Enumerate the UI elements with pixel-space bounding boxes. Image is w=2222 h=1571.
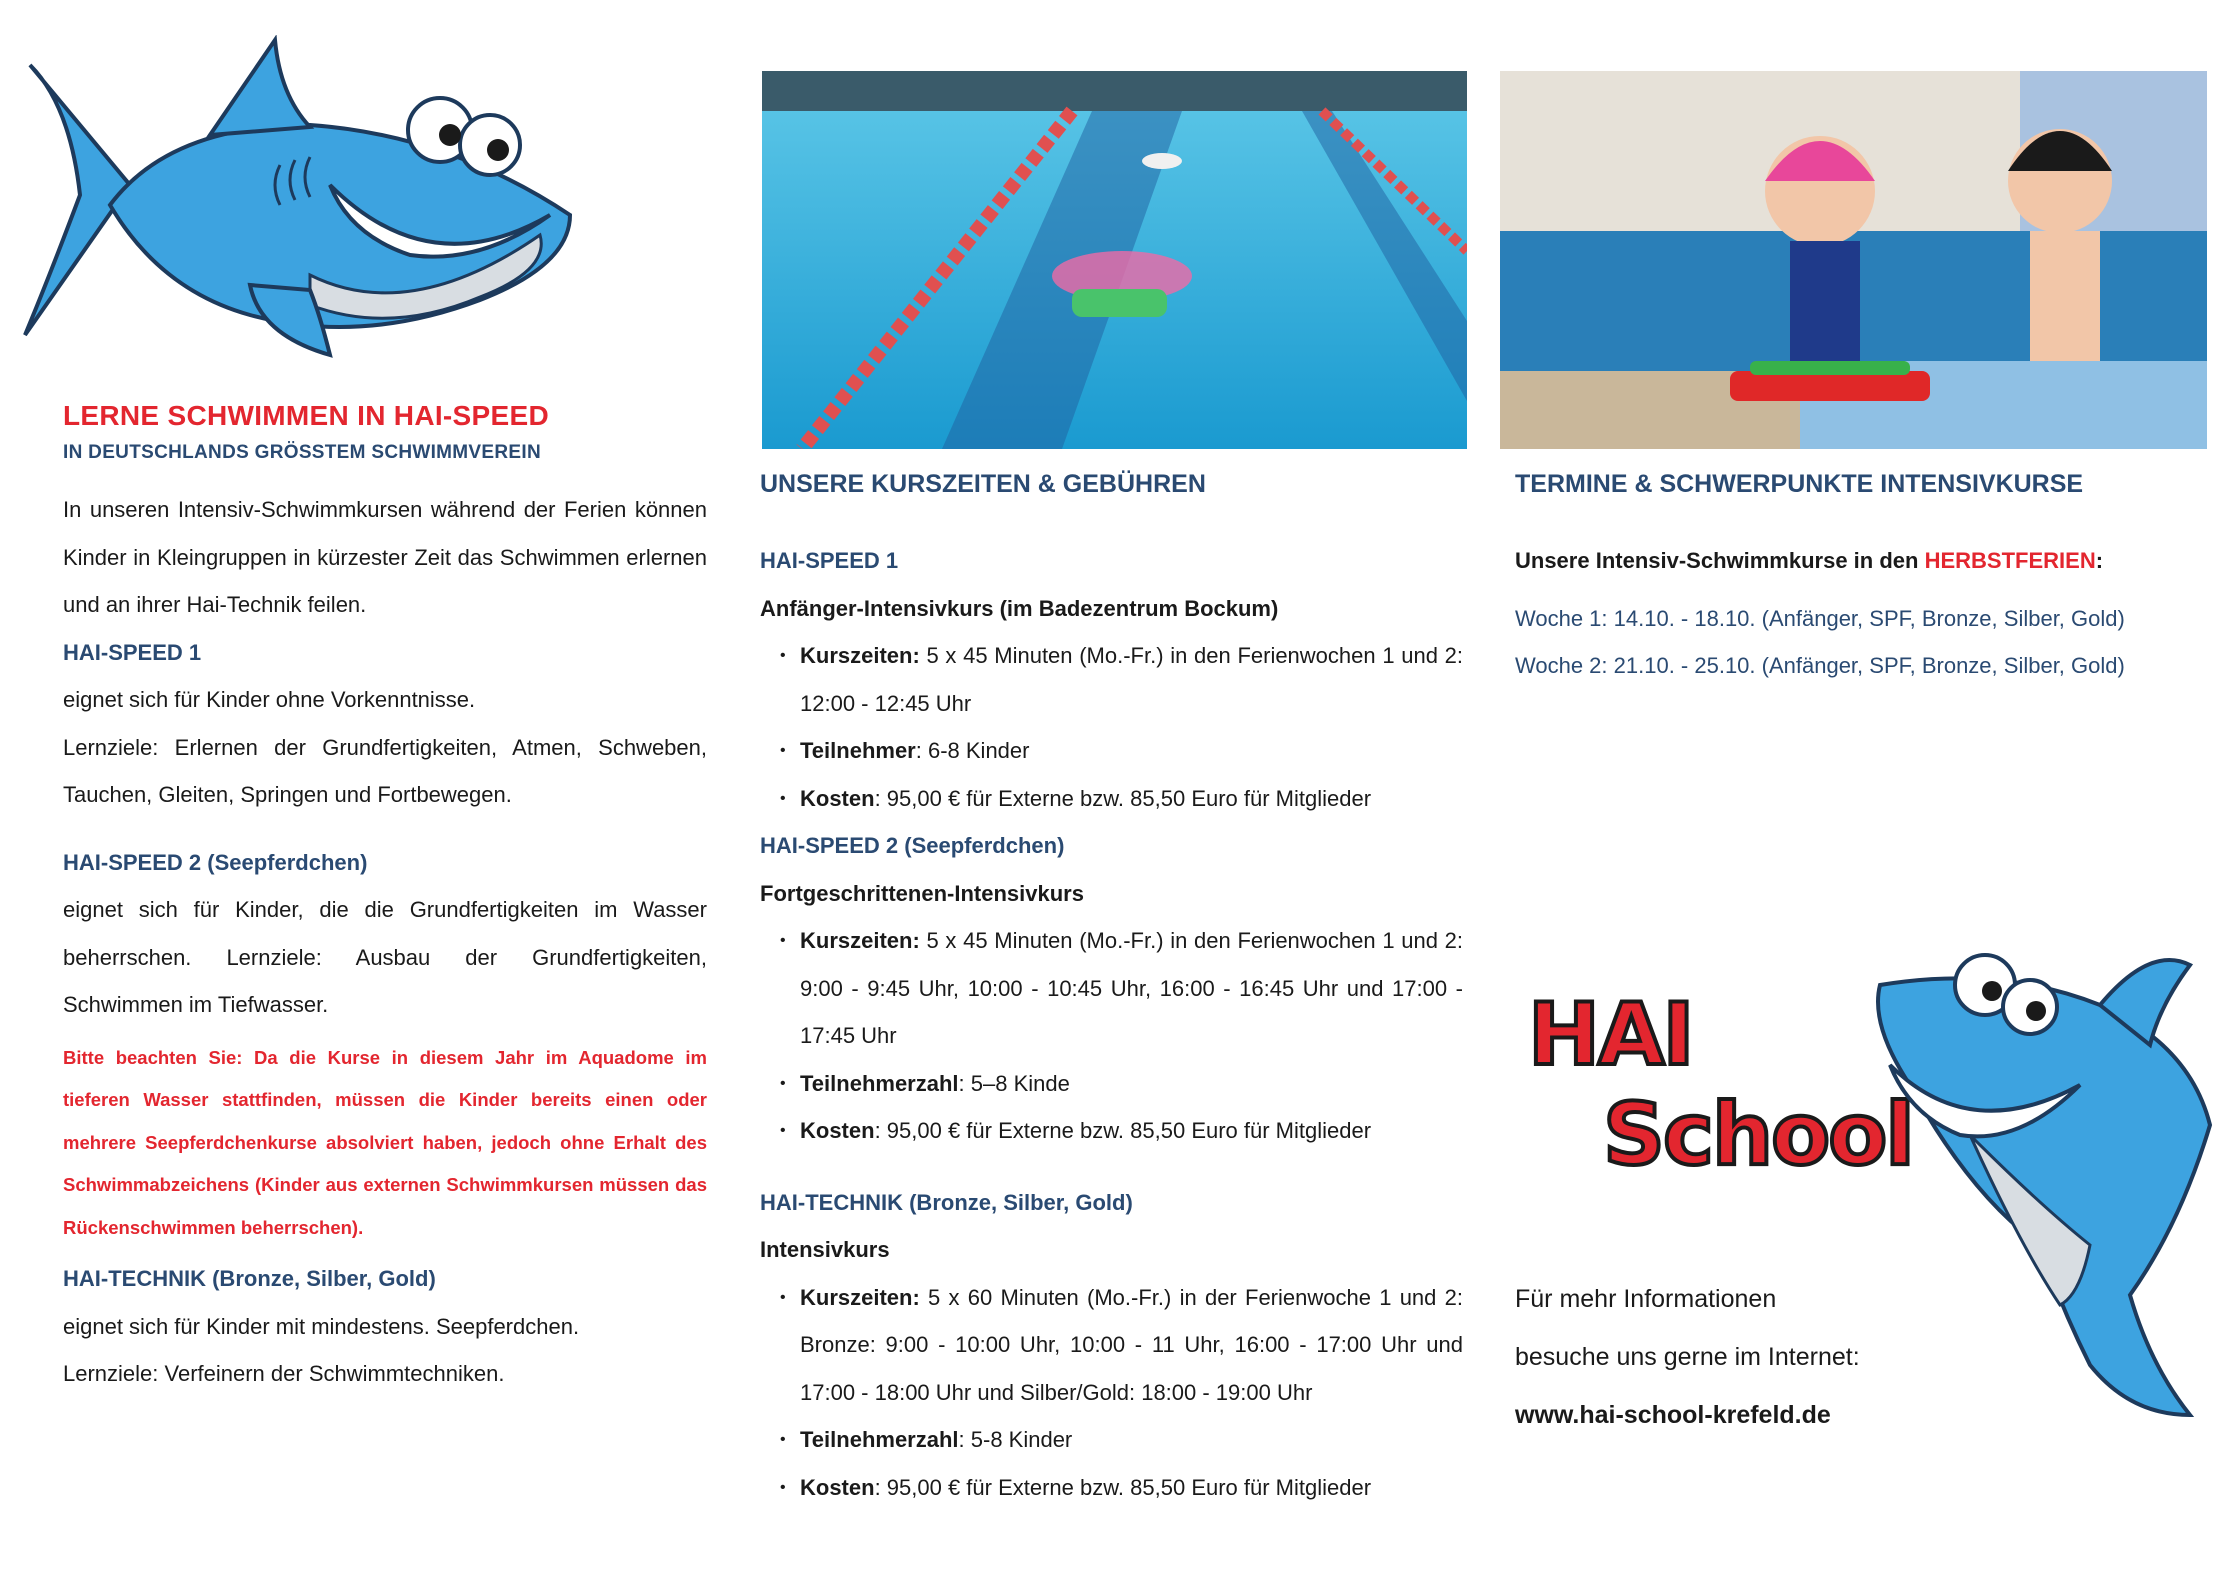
pool-swimmer-photo [762,71,1467,449]
courses-heading: UNSERE KURSZEITEN & GEBÜHREN [760,470,1206,498]
course-subtitle: Intensivkurs [760,1237,890,1262]
course-title: HAI-SPEED 1 [760,548,899,573]
hs1-goals: Lernziele: Erlernen der Grundfertigkeiten, Atmen, Schweben, Tauchen, Gleiten, Springen und Fortbewegen. [63,734,707,807]
list-item: • Teilnehmerzahl: 5-8 Kinder [800,1416,1463,1464]
course-details-list [760,1274,1463,1512]
intro-text: In unseren Intensiv-Schwimmkursen während der Ferien können Kinder in Kleingruppen in kürzester Zeit das Schwimmen erlernen und an ihrer Hai-Technik feilen. [63,497,707,617]
website-link[interactable]: www.hai-school-krefeld.de [1515,1401,1831,1429]
course-title: HAI-TECHNIK (Bronze, Silber, Gold) [760,1189,1133,1215]
important-note: Bitte beachten Sie: Da die Kurse in diesem Jahr im Aquadome im tieferen Wasser stattfinden, müssen die Kinder bereits einen oder mehrere Seepferdchenkurse absolviert haben, jedoch ohne Erhalt des Schwimmabzeichens (Kinder aus externen Schwimmkursen müssen das Rückenschwimmen beherrschen). [63,1046,707,1238]
course-block [760,537,1463,822]
dates-heading: TERMINE & SCHWERPUNKTE INTENSIVKURSE [1515,470,2084,498]
children-training-photo [1500,71,2207,449]
course-details-list [760,632,1463,822]
courses-column [760,470,1463,1511]
ht-goals: Lernziele: Verfeinern der Schwimmtechniken. [63,1361,505,1386]
intro-column [63,400,707,1398]
list-item: • Kosten: 95,00 € für Externe bzw. 85,50 Euro für Mitglieder [800,1107,1463,1155]
week-1-dates: Woche 1: 14.10. - 18.10. (Anfänger, SPF, Bronze, Silber, Gold) [1515,605,2125,631]
list-item: • Kurszeiten: 5 x 45 Minuten (Mo.-Fr.) in den Ferienwochen 1 und 2: 12:00 - 12:45 Uhr [800,632,1463,727]
list-item: • Kosten: 95,00 € für Externe bzw. 85,50 Euro für Mitglieder [800,775,1463,823]
course-details-list [760,917,1463,1155]
hs2-description: eignet sich für Kinder, die die Grundfertigkeiten im Wasser beherrschen. Lernziele: Ausbau der Grundfertigkeiten, Schwimmen im Tiefwasser. [63,897,707,1017]
list-item: • Kurszeiten: 5 x 45 Minuten (Mo.-Fr.) in den Ferienwochen 1 und 2: 9:00 - 9:45 Uhr, 10:00 - 10:45 Uhr, 16:00 - 16:45 Uhr und 17:00 - 17:45 Uhr [800,917,1463,1060]
season-highlight: HERBSTFERIEN [1924,548,2096,573]
list-item: • Kosten: 95,00 € für Externe bzw. 85,50 Euro für Mitglieder [800,1464,1463,1512]
info-line-1: Für mehr Informationen [1515,1285,1777,1313]
list-item: • Teilnehmer: 6-8 Kinder [800,727,1463,775]
list-item: • Teilnehmerzahl: 5–8 Kinde [800,1060,1463,1108]
hs1-description: eignet sich für Kinder ohne Vorkenntnisse. [63,687,476,712]
logo-text-hai: HAI [1528,985,1693,1085]
course-subtitle: Anfänger-Intensivkurs (im Badezentrum Bockum) [760,595,1279,621]
page-subtitle: IN DEUTSCHLANDS GRÖSSTEM SCHWIMMVEREIN [63,442,541,463]
logo-text-school: School [1603,1085,1913,1185]
dates-intro: Unsere Intensiv-Schwimmkurse in den HERBSTFERIEN: [1515,548,2104,573]
hs1-heading: HAI-SPEED 1 [63,639,202,665]
info-line-2: besuche uns gerne im Internet: [1515,1343,1860,1371]
hs2-heading: HAI-SPEED 2 (Seepferdchen) [63,849,368,875]
list-item: • Kurszeiten: 5 x 60 Minuten (Mo.-Fr.) in der Ferienwoche 1 und 2: Bronze: 9:00 - 10:00 Uhr, 10:00 - 11 Uhr, 16:00 - 17:00 Uhr und 17:00 - 18:00 Uhr und Silber/Gold: 18:00 - 19:00 Uhr [800,1274,1463,1417]
course-subtitle: Fortgeschrittenen-Intensivkurs [760,880,1084,906]
ht-heading: HAI-TECHNIK (Bronze, Silber, Gold) [63,1266,436,1291]
week-2-dates: Woche 2: 21.10. - 25.10. (Anfänger, SPF, Bronze, Silber, Gold) [1515,652,2125,678]
dates-column [1515,470,2185,689]
course-title: HAI-SPEED 2 (Seepferdchen) [760,833,1065,858]
ht-description: eignet sich für Kinder mit mindestens. Seepferdchen. [63,1313,580,1339]
page-title: LERNE SCHWIMMEN IN HAI-SPEED [63,400,549,431]
course-block [760,1179,1463,1512]
shark-mascot-image [10,35,610,365]
course-block [760,822,1463,1155]
contact-block [1515,1270,2035,1444]
